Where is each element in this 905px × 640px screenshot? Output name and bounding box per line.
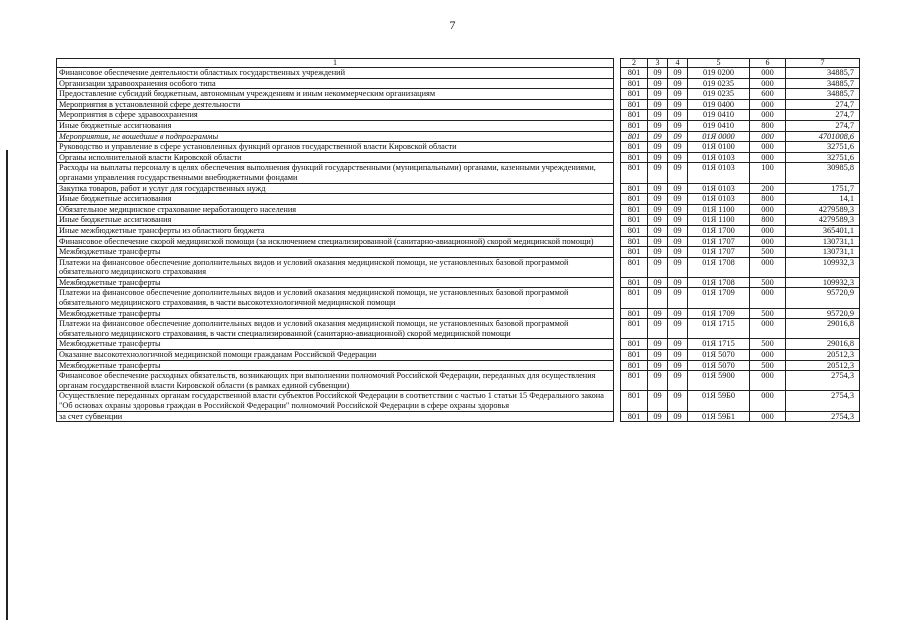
row-target-item: 01Я 0103 [688,152,750,163]
row-expense-type: 000 [750,142,786,153]
row-section: 09 [648,308,668,319]
row-section: 09 [648,152,668,163]
row-code: 801 [621,215,648,226]
row-subsection: 09 [668,360,688,371]
row-code: 801 [621,204,648,215]
row-target-item: 01Я 0103 [688,194,750,205]
table-row [57,68,860,79]
row-subsection: 09 [668,288,688,308]
row-target-item: 01Я 1709 [688,308,750,319]
row-subsection: 09 [668,68,688,79]
row-expense-type: 200 [750,183,786,194]
row-expense-type: 500 [750,277,786,288]
row-amount: 30985,8 [786,163,860,183]
row-subsection: 09 [668,257,688,277]
table-row [57,308,860,319]
row-amount: 95720,9 [786,288,860,308]
row-section: 09 [648,350,668,361]
row-amount: 32751,6 [786,142,860,153]
row-section: 09 [648,236,668,247]
row-expense-type: 000 [750,78,786,89]
row-section: 09 [648,194,668,205]
row-section: 09 [648,277,668,288]
col-header-2: 2 [621,59,648,68]
row-code: 801 [621,163,648,183]
page-number: 7 [449,18,456,32]
row-subsection: 09 [668,215,688,226]
row-section: 09 [648,183,668,194]
row-code: 801 [621,152,648,163]
row-amount: 14,1 [786,194,860,205]
row-name: Иные бюджетные ассигнования [57,120,614,131]
row-subsection: 09 [668,247,688,258]
row-section: 09 [648,371,668,391]
row-code: 801 [621,257,648,277]
row-amount: 34885,7 [786,89,860,100]
row-section: 09 [648,257,668,277]
row-code: 801 [621,99,648,110]
row-target-item: 01Я 59Б1 [688,411,750,422]
row-expense-type: 000 [750,204,786,215]
row-subsection: 09 [668,236,688,247]
row-expense-type: 000 [750,110,786,121]
row-subsection: 09 [668,339,688,350]
row-section: 09 [648,99,668,110]
row-expense-type: 000 [750,236,786,247]
row-code: 801 [621,319,648,339]
row-target-item: 01Я 0103 [688,163,750,183]
row-name: Межбюджетные трансферты [57,360,614,371]
row-section: 09 [648,391,668,411]
row-target-item: 01Я 1715 [688,339,750,350]
row-section: 09 [648,411,668,422]
row-expense-type: 500 [750,360,786,371]
row-section: 09 [648,142,668,153]
row-name: Мероприятия в сфере здравоохранения [57,110,614,121]
row-name: Органы исполнительной власти Кировской области [57,152,614,163]
row-subsection: 09 [668,319,688,339]
row-expense-type: 800 [750,120,786,131]
row-expense-type: 000 [750,288,786,308]
row-target-item: 01Я 1100 [688,215,750,226]
row-target-item: 01Я 1709 [688,288,750,308]
row-amount: 4279589,3 [786,204,860,215]
col-header-6: 6 [750,59,786,68]
row-section: 09 [648,163,668,183]
table-row [57,215,860,226]
row-name: Платежи на финансовое обеспечение дополнительных видов и условий оказания медицинской помощи, не установленных базовой программой обязательного медицинского страхования, в части высокотехнологичной медицинской помощи [57,288,614,308]
row-section: 09 [648,204,668,215]
row-amount: 1751,7 [786,183,860,194]
table-row [57,120,860,131]
row-target-item: 01Я 1700 [688,225,750,236]
row-expense-type: 800 [750,215,786,226]
row-code: 801 [621,142,648,153]
col-header-1: 1 [57,59,614,68]
row-section: 09 [648,319,668,339]
row-code: 801 [621,78,648,89]
row-target-item: 01Я 1100 [688,204,750,215]
row-section: 09 [648,339,668,350]
row-code: 801 [621,110,648,121]
row-subsection: 09 [668,163,688,183]
row-expense-type: 000 [750,350,786,361]
row-subsection: 09 [668,391,688,411]
row-name: Иные бюджетные ассигнования [57,215,614,226]
row-name: Организации здравоохранения особого типа [57,78,614,89]
row-amount: 274,7 [786,120,860,131]
row-section: 09 [648,360,668,371]
col-header-7: 7 [786,59,860,68]
row-subsection: 09 [668,183,688,194]
row-subsection: 09 [668,308,688,319]
row-expense-type: 100 [750,163,786,183]
row-name: Финансовое обеспечение деятельности областных государственных учреждений [57,68,614,79]
row-amount: 2754,3 [786,391,860,411]
table-row [57,319,860,339]
row-subsection: 09 [668,411,688,422]
row-expense-type: 000 [750,225,786,236]
table-row [57,225,860,236]
row-code: 801 [621,120,648,131]
row-subsection: 09 [668,89,688,100]
row-code: 801 [621,89,648,100]
table-row [57,110,860,121]
table-row [57,288,860,308]
row-name: Закупка товаров, работ и услуг для государственных нужд [57,183,614,194]
row-code: 801 [621,411,648,422]
table-row [57,99,860,110]
row-name: Финансовое обеспечение скорой медицинской помощи (за исключением специализированной (санитарно-авиационной) скорой медицинской помощи) [57,236,614,247]
table-row [57,204,860,215]
table-row [57,89,860,100]
scan-edge-line [6,150,8,620]
row-section: 09 [648,225,668,236]
row-target-item: 01Я 5070 [688,350,750,361]
row-expense-type: 800 [750,194,786,205]
table-row [57,360,860,371]
row-name: Межбюджетные трансферты [57,308,614,319]
row-expense-type: 000 [750,391,786,411]
row-name: Мероприятия, не вошедшие в подпрограммы [57,131,614,142]
row-subsection: 09 [668,371,688,391]
row-section: 09 [648,110,668,121]
row-target-item: 01Я 5900 [688,371,750,391]
table-row [57,391,860,411]
row-section: 09 [648,68,668,79]
row-name: Платежи на финансовое обеспечение дополнительных видов и условий оказания медицинской помощи, не установленных базовой программой обязательного медицинского страхования [57,257,614,277]
row-target-item: 01Я 1707 [688,247,750,258]
row-expense-type: 000 [750,257,786,277]
row-name: Предоставление субсидий бюджетным, автономным учреждениям и иным некоммерческим организациям [57,89,614,100]
row-name: Межбюджетные трансферты [57,247,614,258]
row-code: 801 [621,131,648,142]
table-row [57,411,860,422]
row-code: 801 [621,308,648,319]
table-row [57,163,860,183]
table-row [57,277,860,288]
row-target-item: 01Я 1715 [688,319,750,339]
row-name: Иные межбюджетные трансферты из областного бюджета [57,225,614,236]
row-code: 801 [621,288,648,308]
row-amount: 20512,3 [786,360,860,371]
table-row [57,131,860,142]
row-target-item: 01Я 0000 [688,131,750,142]
row-expense-type: 600 [750,89,786,100]
table-row [57,257,860,277]
row-target-item: 01Я 1707 [688,236,750,247]
row-amount: 365401,1 [786,225,860,236]
header-row [57,59,860,68]
row-subsection: 09 [668,99,688,110]
row-name: Иные бюджетные ассигнования [57,194,614,205]
row-amount: 34885,7 [786,78,860,89]
row-amount: 2754,3 [786,371,860,391]
row-subsection: 09 [668,120,688,131]
row-target-item: 019 0235 [688,78,750,89]
col-header-5: 5 [688,59,750,68]
row-subsection: 09 [668,78,688,89]
row-target-item: 019 0235 [688,89,750,100]
row-code: 801 [621,277,648,288]
row-name: Обязательное медицинское страхование неработающего населения [57,204,614,215]
row-section: 09 [648,247,668,258]
row-target-item: 01Я 1708 [688,277,750,288]
row-expense-type: 000 [750,131,786,142]
row-name: Руководство и управление в сфере установленных функций органов государственной власти Кировской области [57,142,614,153]
row-subsection: 09 [668,350,688,361]
row-expense-type: 000 [750,152,786,163]
row-subsection: 09 [668,110,688,121]
row-amount: 109932,3 [786,257,860,277]
row-section: 09 [648,288,668,308]
row-code: 801 [621,236,648,247]
row-name: за счет субвенции [57,411,614,422]
row-target-item: 01Я 1708 [688,257,750,277]
col-header-4: 4 [668,59,688,68]
table-body [57,68,860,422]
row-section: 09 [648,131,668,142]
row-code: 801 [621,339,648,350]
row-amount: 29016,8 [786,319,860,339]
row-target-item: 019 0200 [688,68,750,79]
row-subsection: 09 [668,277,688,288]
row-section: 09 [648,215,668,226]
table-row [57,236,860,247]
row-name: Финансовое обеспечение расходных обязательств, возникающих при выполнении полномочий Российской Федерации, переданных для осуществления органам государственной власти Кировской области (в рамках единой субвенции) [57,371,614,391]
row-amount: 274,7 [786,110,860,121]
row-amount: 29016,8 [786,339,860,350]
row-target-item: 019 0410 [688,120,750,131]
row-expense-type: 000 [750,319,786,339]
row-amount: 95720,9 [786,308,860,319]
row-amount: 4701008,6 [786,131,860,142]
row-subsection: 09 [668,152,688,163]
row-expense-type: 500 [750,308,786,319]
row-amount: 2754,3 [786,411,860,422]
row-expense-type: 000 [750,371,786,391]
row-expense-type: 500 [750,247,786,258]
row-expense-type: 000 [750,411,786,422]
row-target-item: 01Я 5070 [688,360,750,371]
row-amount: 130731,1 [786,236,860,247]
row-target-item: 019 0400 [688,99,750,110]
row-code: 801 [621,225,648,236]
row-name: Межбюджетные трансферты [57,277,614,288]
row-name: Оказание высокотехнологичной медицинской помощи гражданам Российской Федерации [57,350,614,361]
row-subsection: 09 [668,194,688,205]
budget-table [56,58,860,422]
row-amount: 4279589,3 [786,215,860,226]
row-target-item: 019 0410 [688,110,750,121]
table-row [57,183,860,194]
row-subsection: 09 [668,131,688,142]
row-name: Межбюджетные трансферты [57,339,614,350]
row-subsection: 09 [668,204,688,215]
row-amount: 34885,7 [786,68,860,79]
row-target-item: 01Я 59Б0 [688,391,750,411]
row-amount: 32751,6 [786,152,860,163]
row-amount: 130731,1 [786,247,860,258]
row-expense-type: 500 [750,339,786,350]
table-row [57,339,860,350]
row-name: Расходы на выплаты персоналу в целях обеспечения выполнения функций государственными (муниципальными) органами, казенными учреждениями, органами управления государственными внебюджетными фондами [57,163,614,183]
row-expense-type: 000 [750,99,786,110]
row-name: Мероприятия в установленной сфере деятельности [57,99,614,110]
row-code: 801 [621,391,648,411]
row-subsection: 09 [668,142,688,153]
row-amount: 109932,3 [786,277,860,288]
row-target-item: 01Я 0103 [688,183,750,194]
table-row [57,78,860,89]
row-amount: 20512,3 [786,350,860,361]
table-row [57,350,860,361]
row-section: 09 [648,120,668,131]
table-row [57,194,860,205]
table-row [57,142,860,153]
row-name: Платежи на финансовое обеспечение дополнительных видов и условий оказания медицинской помощи, не установленных базовой программой обязательного медицинского страхования, в части специализированной (санитарно-авиационной) скорой медицинской помощи [57,319,614,339]
row-section: 09 [648,78,668,89]
table-row [57,371,860,391]
row-code: 801 [621,194,648,205]
row-code: 801 [621,371,648,391]
col-header-3: 3 [648,59,668,68]
row-expense-type: 000 [750,68,786,79]
table-row [57,247,860,258]
table-row [57,152,860,163]
row-target-item: 01Я 0100 [688,142,750,153]
row-section: 09 [648,89,668,100]
row-code: 801 [621,360,648,371]
row-amount: 274,7 [786,99,860,110]
row-code: 801 [621,183,648,194]
row-subsection: 09 [668,225,688,236]
row-code: 801 [621,68,648,79]
row-name: Осуществление переданных органам государственной власти субъектов Российской Федерации в соответствии с частью 1 статьи 15 Федерального закона "Об основах охраны здоровья граждан в Российской Федерации" полномочий Российской Федерации в сфере охраны здоровья [57,391,614,411]
row-code: 801 [621,247,648,258]
row-code: 801 [621,350,648,361]
